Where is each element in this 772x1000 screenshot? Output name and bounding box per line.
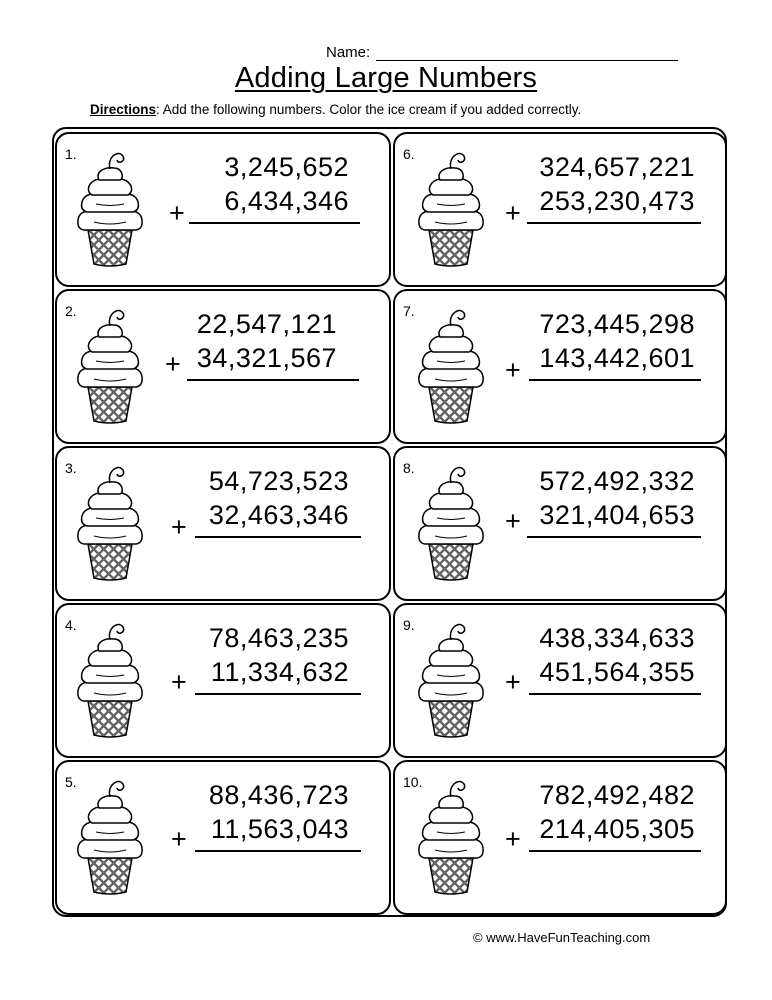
- problem-number: 6.: [403, 146, 415, 162]
- answer-line: [195, 693, 361, 695]
- answer-line: [189, 222, 360, 224]
- problem-number: 5.: [65, 774, 77, 790]
- addend-2: 34,321,567: [196, 343, 337, 373]
- addend-1: 78,463,235: [208, 623, 349, 653]
- problem-card: [393, 132, 727, 287]
- problem-number: 9.: [403, 617, 415, 633]
- addend-1: 54,723,523: [208, 466, 349, 496]
- addend-2: 11,563,043: [210, 814, 349, 844]
- ice-cream-cone-icon[interactable]: [74, 303, 146, 428]
- answer-line: [195, 536, 361, 538]
- plus-sign: +: [505, 355, 521, 385]
- directions-text: : Add the following numbers. Color the ice cream if you added correctly.: [156, 102, 582, 117]
- ice-cream-cone-icon[interactable]: [74, 617, 146, 742]
- problem-number: 8.: [403, 460, 415, 476]
- ice-cream-cone-icon[interactable]: [415, 617, 487, 742]
- name-field[interactable]: [376, 44, 678, 61]
- problem-card: [393, 289, 727, 444]
- problem-card: [55, 603, 391, 758]
- directions: [90, 102, 581, 117]
- addend-1: 22,547,121: [196, 309, 337, 339]
- ice-cream-cone-icon[interactable]: [415, 303, 487, 428]
- plus-sign: +: [171, 667, 187, 697]
- problem-number: 2.: [65, 303, 77, 319]
- answer-line: [527, 536, 701, 538]
- problem-number: 10.: [403, 774, 423, 790]
- ice-cream-cone-icon[interactable]: [74, 146, 146, 271]
- problem-grid: [54, 131, 728, 917]
- answer-line: [529, 693, 701, 695]
- problem-card: [393, 760, 727, 915]
- plus-sign: +: [505, 506, 521, 536]
- name-row: [326, 44, 678, 61]
- ice-cream-cone-icon[interactable]: [415, 774, 487, 899]
- problem-number: 1.: [65, 146, 77, 162]
- plus-sign: +: [165, 349, 181, 379]
- addend-2: 32,463,346: [208, 500, 349, 530]
- plus-sign: +: [505, 667, 521, 697]
- problem-card: [55, 132, 391, 287]
- addend-1: 324,657,221: [539, 152, 695, 182]
- problem-card: [55, 760, 391, 915]
- plus-sign: +: [505, 198, 521, 228]
- problem-card: [55, 446, 391, 601]
- name-label: Name:: [326, 44, 371, 61]
- plus-sign: +: [171, 824, 187, 854]
- addend-1: 3,245,652: [224, 152, 349, 182]
- problem-card: [393, 603, 727, 758]
- problem-number: 7.: [403, 303, 415, 319]
- addend-2: 321,404,653: [539, 500, 695, 530]
- problem-number: 3.: [65, 460, 77, 476]
- ice-cream-cone-icon[interactable]: [74, 774, 146, 899]
- directions-label: Directions: [90, 102, 157, 117]
- addend-2: 214,405,305: [539, 814, 695, 844]
- addend-2: 143,442,601: [539, 343, 695, 373]
- addend-1: 782,492,482: [539, 780, 695, 810]
- problem-card: [55, 289, 391, 444]
- addend-1: 723,445,298: [539, 309, 695, 339]
- page-title: Adding Large Numbers: [234, 62, 538, 94]
- addend-2: 253,230,473: [539, 186, 695, 216]
- plus-sign: +: [169, 198, 185, 228]
- answer-line: [187, 379, 359, 381]
- ice-cream-cone-icon[interactable]: [74, 460, 146, 585]
- plus-sign: +: [505, 824, 521, 854]
- ice-cream-cone-icon[interactable]: [415, 146, 487, 271]
- addend-1: 88,436,723: [208, 780, 349, 810]
- problem-card: [393, 446, 727, 601]
- copyright-footer: © www.HaveFunTeaching.com: [473, 930, 651, 945]
- addend-1: 572,492,332: [539, 466, 695, 496]
- addend-2: 451,564,355: [539, 657, 695, 687]
- answer-line: [529, 379, 701, 381]
- addend-2: 11,334,632: [210, 657, 349, 687]
- answer-line: [527, 222, 701, 224]
- addend-2: 6,434,346: [224, 186, 349, 216]
- addend-1: 438,334,633: [539, 623, 695, 653]
- ice-cream-cone-icon[interactable]: [415, 460, 487, 585]
- answer-line: [195, 850, 361, 852]
- problem-number: 4.: [65, 617, 77, 633]
- answer-line: [529, 850, 701, 852]
- plus-sign: +: [171, 512, 187, 542]
